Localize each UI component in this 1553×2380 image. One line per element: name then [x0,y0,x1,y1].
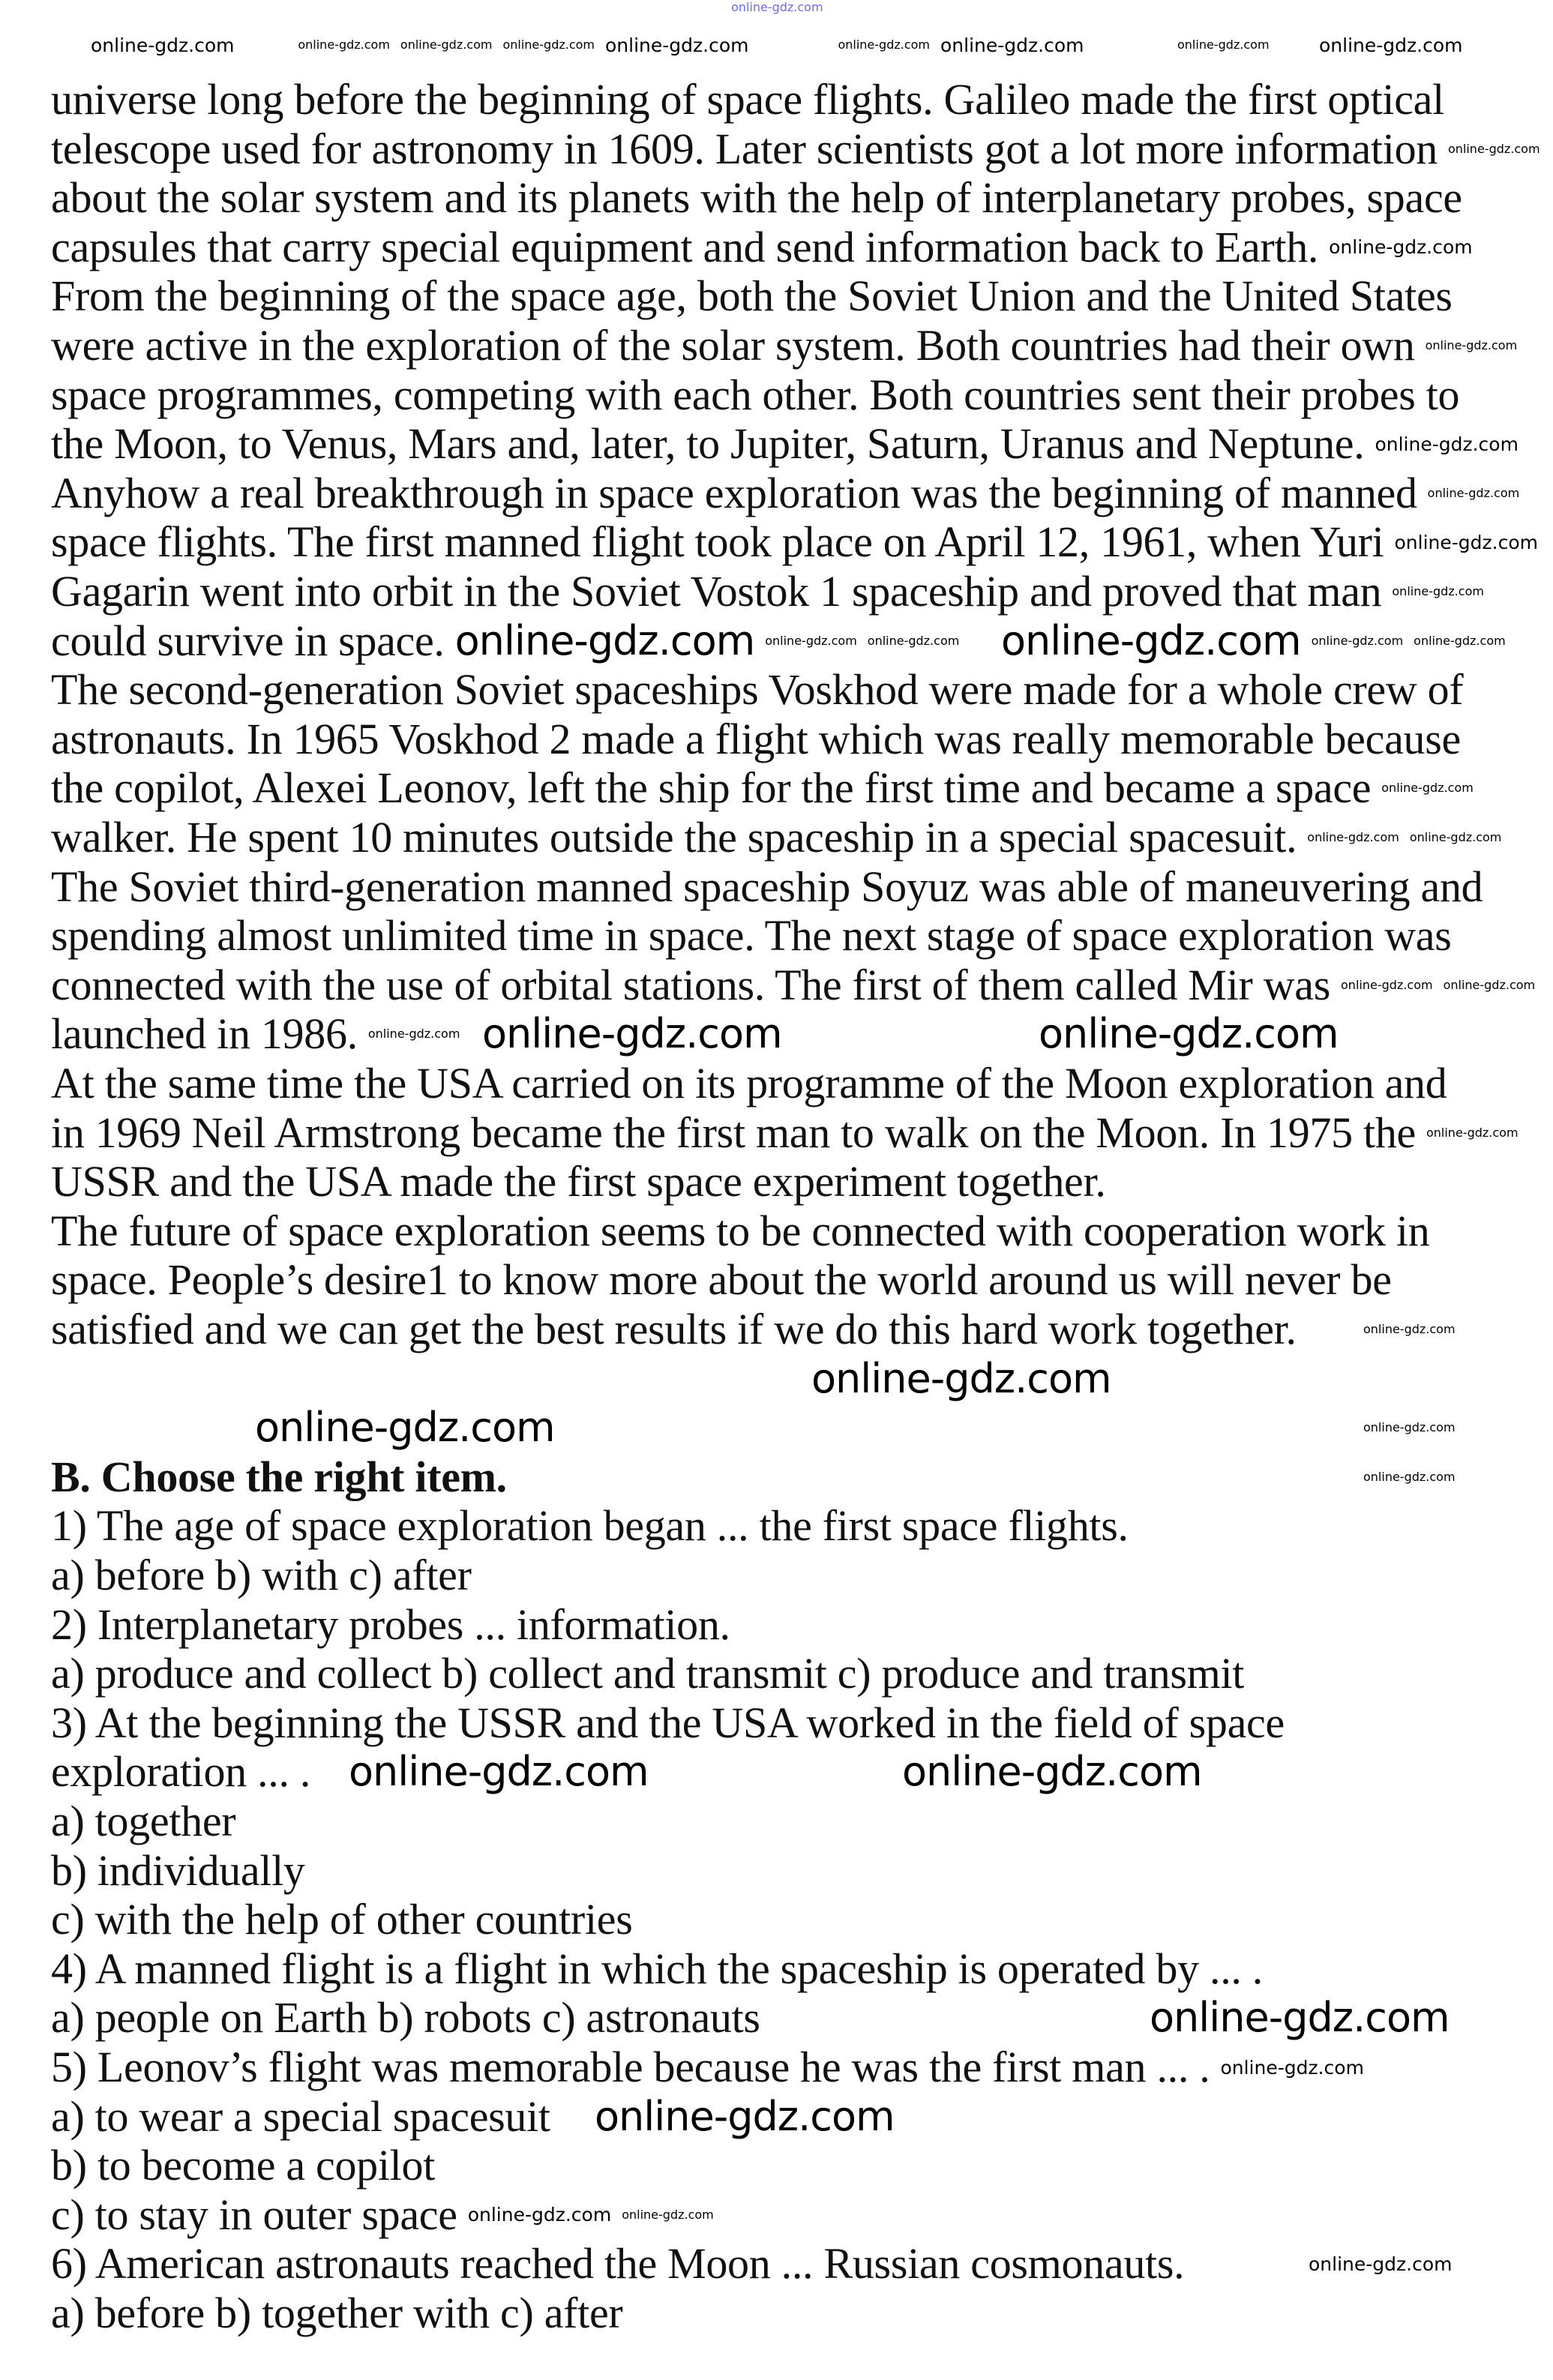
paragraph-line: At the same time the USA carried on its programme of the Moon exploration and [51,1059,1447,1108]
paragraph-line: spending almost unlimited time in space. The next stage of space exploration was [51,911,1452,961]
paragraph-line: Gagarin went into orbit in the Soviet Vostok 1 spaceship and proved that man [51,567,1382,616]
exercise-line: a) people on Earth b) robots c) astronauts [51,1993,760,2043]
paragraph-line: space. People’s desire1 to know more about the world around us will never be [51,1255,1392,1305]
section-title: B. Choose the right item. [51,1452,507,1501]
watermark: online-gdz.com [400,37,493,52]
paragraph-line: The second-generation Soviet spaceships Voskhod were made for a whole crew of [51,665,1464,715]
exercise-line: exploration ... . [51,1747,311,1797]
paragraph-line: the copilot, Alexei Leonov, left the ship for the first time and became a space [51,763,1372,813]
watermark: online-gdz.com [482,1010,782,1058]
watermark: online-gdz.com [595,2092,895,2140]
paragraph-line: were active in the exploration of the solar system. Both countries had their own [51,321,1415,370]
exercise-line: a) before b) with c) after [51,1551,472,1599]
paragraph-line: capsules that carry special equipment and send information back to Earth. [51,222,1319,271]
paragraph-line: The future of space exploration seems to be connected with cooperation work in [51,1206,1430,1255]
watermark: online-gdz.com [731,0,823,14]
watermark: online-gdz.com [1363,1420,1456,1435]
paragraph-line: the Moon, to Venus, Mars and, later, to Jupiter, Saturn, Uranus and Neptune. [51,419,1365,469]
watermark: online-gdz.com [1150,1994,1450,2042]
paragraph-line: astronauts. In 1965 Voskhod 2 made a flight which was really memorable because [51,714,1461,763]
watermark: online-gdz.com [1414,633,1506,648]
paragraph-line: connected with the use of orbital stations. The first of them called Mir was [51,960,1331,1009]
watermark: online-gdz.com [765,633,857,648]
paragraph-line: satisfied and we can get the best results if we do this hard work together. [51,1305,1297,1353]
exercise-line: 3) At the beginning the USSR and the USA worked in the field of space [51,1698,1285,1747]
exercise-line: 4) A manned flight is a flight in which the spaceship is operated by ... . [51,1944,1263,1993]
paragraph-line: universe long before the beginning of space flights. Galileo made the first optical [51,75,1444,124]
watermark: online-gdz.com [1427,485,1520,500]
paragraph-line: The Soviet third-generation manned spaceship Soyuz was able of maneuvering and [51,862,1483,911]
watermark: online-gdz.com [349,1748,649,1796]
watermark: online-gdz.com [1307,830,1399,844]
watermark: online-gdz.com [605,34,749,56]
paragraph-line: space programmes, competing with each other. Both countries sent their probes to [51,370,1460,419]
watermark: online-gdz.com [1311,633,1404,648]
watermark: online-gdz.com [1425,338,1518,352]
paragraph-line: walker. He spent 10 minutes outside the spaceship in a special spacesuit. [51,813,1297,862]
exercise-line: c) to stay in outer space [51,2190,457,2239]
watermark: online-gdz.com [1220,2056,1364,2079]
watermark: online-gdz.com [1394,531,1538,553]
paragraph-line: in 1969 Neil Armstrong became the first man to walk on the Moon. In 1975 the [51,1108,1416,1157]
watermark: online-gdz.com [838,37,930,52]
watermark: online-gdz.com [1409,830,1502,844]
exercise-line: 5) Leonov’s flight was memorable because he was the first man ... . [51,2043,1210,2091]
watermark: online-gdz.com [1001,616,1301,664]
paragraph-line: launched in 1986. [51,1009,358,1059]
watermark: online-gdz.com [811,1354,1111,1402]
watermark: online-gdz.com [1381,781,1474,796]
watermark: online-gdz.com [1039,1010,1339,1058]
paragraph-line: could survive in space. [51,616,445,665]
watermark: online-gdz.com [1392,584,1484,598]
watermark: online-gdz.com [298,37,390,52]
watermark: online-gdz.com [91,34,235,56]
paragraph-line: From the beginning of the space age, both the Soviet Union and the United States [51,271,1453,321]
watermark: online-gdz.com [940,34,1084,56]
watermark: online-gdz.com [467,2204,612,2226]
watermark: online-gdz.com [1443,977,1536,992]
watermark: online-gdz.com [902,1748,1202,1796]
paragraph-line: space flights. The first manned flight took place on April 12, 1961, when Yuri [51,517,1384,567]
paragraph-line: Anyhow a real breakthrough in space exploration was the beginning of manned [51,468,1417,517]
watermark: online-gdz.com [622,2207,714,2222]
exercise-line: 1) The age of space exploration began ... the first space flights. [51,1501,1129,1551]
watermark: online-gdz.com [1363,1469,1456,1484]
watermark: online-gdz.com [1375,433,1519,455]
exercise-line: a) before b) together with c) after [51,2289,623,2337]
watermark: online-gdz.com [867,633,960,648]
paragraph-line: telescope used for astronomy in 1609. Later scientists got a lot more information [51,124,1438,173]
watermark: online-gdz.com [1309,2253,1453,2275]
exercise-line: 6) American astronauts reached the Moon ... Russian cosmonauts. [51,2239,1185,2289]
paragraph-line: USSR and the USA made the first space experiment together. [51,1157,1106,1206]
exercise-line: b) to become a copilot [51,2141,436,2190]
watermark: online-gdz.com [1447,141,1540,156]
watermark: online-gdz.com [502,37,595,52]
watermark: online-gdz.com [1426,1125,1519,1140]
exercise-line: b) individually [51,1845,305,1895]
watermark: online-gdz.com [1177,37,1270,52]
watermark: online-gdz.com [454,616,755,664]
exercise-line: c) with the help of other countries [51,1895,633,1944]
exercise-line: a) produce and collect b) collect and transmit c) produce and transmit [51,1649,1245,1698]
watermark: online-gdz.com [1363,1322,1456,1336]
watermark: online-gdz.com [1329,236,1473,259]
paragraph-line: about the solar system and its planets with the help of interplanetary probes, space [51,173,1462,223]
watermark: online-gdz.com [255,1404,555,1452]
watermark: online-gdz.com [1341,977,1433,992]
exercise-line: a) together [51,1797,236,1845]
exercise-line: 2) Interplanetary probes ... information. [51,1599,730,1649]
watermark: online-gdz.com [367,1027,460,1042]
watermark: online-gdz.com [1319,34,1463,56]
exercise-line: a) to wear a special spacesuit [51,2091,550,2141]
